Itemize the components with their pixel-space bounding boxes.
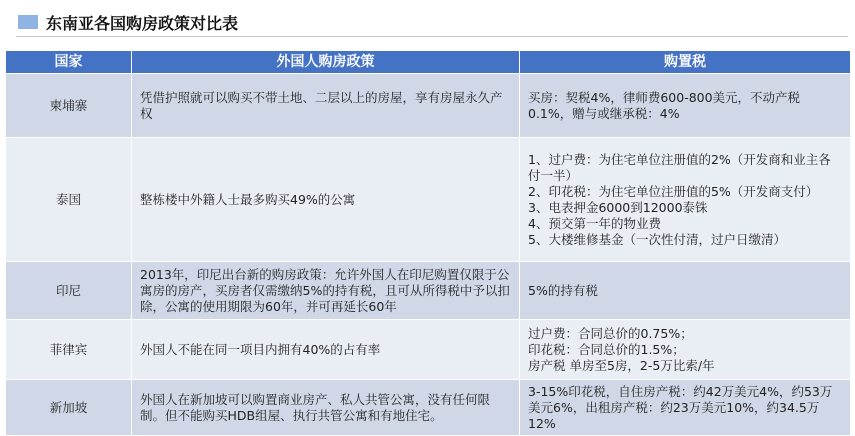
- title-marker: [18, 15, 38, 29]
- tax-cell: [520, 138, 851, 262]
- table-row: [6, 320, 851, 380]
- tax-line: 印花税：合同总价的1.5%；: [528, 341, 685, 357]
- country-cell: 菲律宾: [6, 320, 132, 380]
- header-policy: 外国人购房政策: [132, 51, 520, 74]
- policy-cell: 凭借护照就可以购买不带土地、二层以上的房屋，享有房屋永久产权: [132, 74, 520, 138]
- tax-cell: [520, 262, 851, 320]
- tax-line: 3-15%印花税，自住房产税：约42万美元4%，约53万美元6%，出租房产税：约23万美元10%，约34.5万12%: [528, 383, 833, 431]
- country-cell: 印尼: [6, 262, 132, 320]
- country-cell: 柬埔寨: [6, 74, 132, 138]
- tax-line: 2、印花税：为住宅单位注册值的5%（开发商支付）: [528, 183, 819, 199]
- policy-comparison-table: [5, 50, 851, 436]
- table-row: [6, 138, 851, 262]
- policy-cell: 2013年，印尼出台新的购房政策：允许外国人在印尼购置仅限于公寓房的房产，买房者仅需缴纳5%的持有税，且可从所得税中予以扣除，公寓的使用期限为60年，并可再延长60年: [132, 262, 520, 320]
- table-header-row: [6, 51, 851, 74]
- table-row: [6, 74, 851, 138]
- header-country: 国家: [6, 51, 132, 74]
- tax-cell: [520, 320, 851, 380]
- title-divider: [16, 36, 848, 37]
- tax-cell: [520, 380, 851, 436]
- tax-line: 5%的持有税: [528, 282, 598, 298]
- country-cell: 新加坡: [6, 380, 132, 436]
- tax-line: 房产税 单房至5房，2-5万比索/年: [528, 357, 715, 373]
- tax-line: 3、电表押金6000到12000泰铢: [528, 199, 708, 215]
- tax-line: 买房：契税4%，律师费600-800美元，不动产税0.1%，赠与或继承税：4%: [528, 89, 801, 121]
- country-cell: 泰国: [6, 138, 132, 262]
- header-tax: 购置税: [520, 51, 851, 74]
- page-title: 东南亚各国购房政策对比表: [46, 13, 239, 33]
- title-bar: [18, 10, 238, 34]
- table-row: [6, 262, 851, 320]
- table-row: [6, 380, 851, 436]
- tax-line: 5、大楼维修基金（一次性付清，过户日缴清）: [528, 231, 786, 247]
- tax-line: 1、过户费：为住宅单位注册值的2%（开发商和业主各付一半）: [528, 151, 831, 183]
- tax-line: 4、预交第一年的物业费: [528, 215, 661, 231]
- policy-cell: 外国人不能在同一项目内拥有40%的占有率: [132, 320, 520, 380]
- policy-cell: 外国人在新加坡可以购置商业房产、私人共管公寓，没有任何限制。但不能购买HDB组屋、执行共管公寓和有地住宅。: [132, 380, 520, 436]
- tax-line: 过户费：合同总价的0.75%；: [528, 325, 693, 341]
- tax-cell: [520, 74, 851, 138]
- policy-cell: 整栋楼中外籍人士最多购买49%的公寓: [132, 138, 520, 262]
